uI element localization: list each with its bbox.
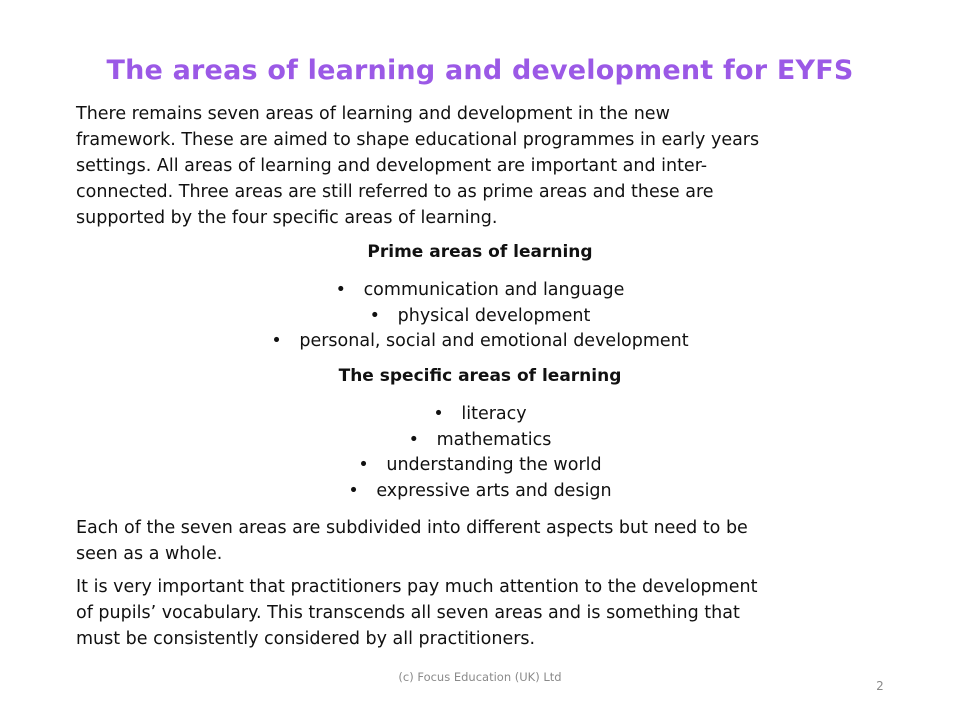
paragraph-line: It is very important that practitioners pay much attention to the development: [76, 577, 758, 597]
paragraph-line: of pupils’ vocabulary. This transcends all seven areas and is something that: [76, 603, 740, 623]
list-item-text: personal, social and emotional development: [299, 331, 689, 351]
paragraph-line: seen as a whole.: [76, 544, 223, 564]
list-item-text: expressive arts and design: [376, 480, 612, 501]
list-item-text: physical development: [397, 305, 591, 326]
list-item: [0, 428, 960, 454]
prime-areas-list: [0, 278, 960, 355]
subdivided-paragraph: [76, 515, 884, 567]
list-item: [0, 278, 960, 304]
list-item-text: communication and language: [363, 280, 625, 300]
specific-areas-list: [0, 402, 960, 504]
paragraph-line: must be consistently considered by all practitioners.: [76, 629, 536, 649]
specific-areas-heading: The specific areas of learning: [338, 366, 622, 386]
intro-line: settings. All areas of learning and development are important and inter-: [76, 156, 708, 176]
vocabulary-paragraph: [76, 574, 884, 652]
list-item-text: mathematics: [436, 429, 552, 450]
bullet-icon: •: [335, 280, 346, 300]
bullet-icon: •: [348, 480, 359, 501]
copyright-footer: (c) Focus Education (UK) Ltd: [398, 670, 562, 684]
list-item: [0, 453, 960, 479]
slide-title: The areas of learning and development for EYFS: [106, 55, 854, 86]
bullet-icon: •: [271, 331, 282, 351]
intro-line: connected. Three areas are still referred to as prime areas and these are: [76, 182, 714, 202]
bullet-icon: •: [408, 429, 419, 450]
intro-line: There remains seven areas of learning and development in the new: [76, 104, 670, 124]
intro-line: supported by the four specific areas of learning.: [76, 208, 498, 228]
intro-line: framework. These are aimed to shape educational programmes in early years: [76, 130, 760, 150]
bullet-icon: •: [358, 455, 369, 475]
list-item-text: literacy: [461, 404, 527, 424]
bullet-icon: •: [433, 404, 444, 424]
list-item: [0, 329, 960, 355]
intro-paragraph: [76, 101, 884, 231]
list-item-text: understanding the world: [386, 455, 602, 475]
list-item: [0, 304, 960, 330]
bullet-icon: •: [369, 305, 380, 326]
prime-areas-heading: Prime areas of learning: [367, 242, 593, 262]
list-item: [0, 479, 960, 505]
list-item: [0, 402, 960, 428]
paragraph-line: Each of the seven areas are subdivided into different aspects but need to be: [76, 518, 748, 538]
page-number: 2: [876, 679, 884, 693]
